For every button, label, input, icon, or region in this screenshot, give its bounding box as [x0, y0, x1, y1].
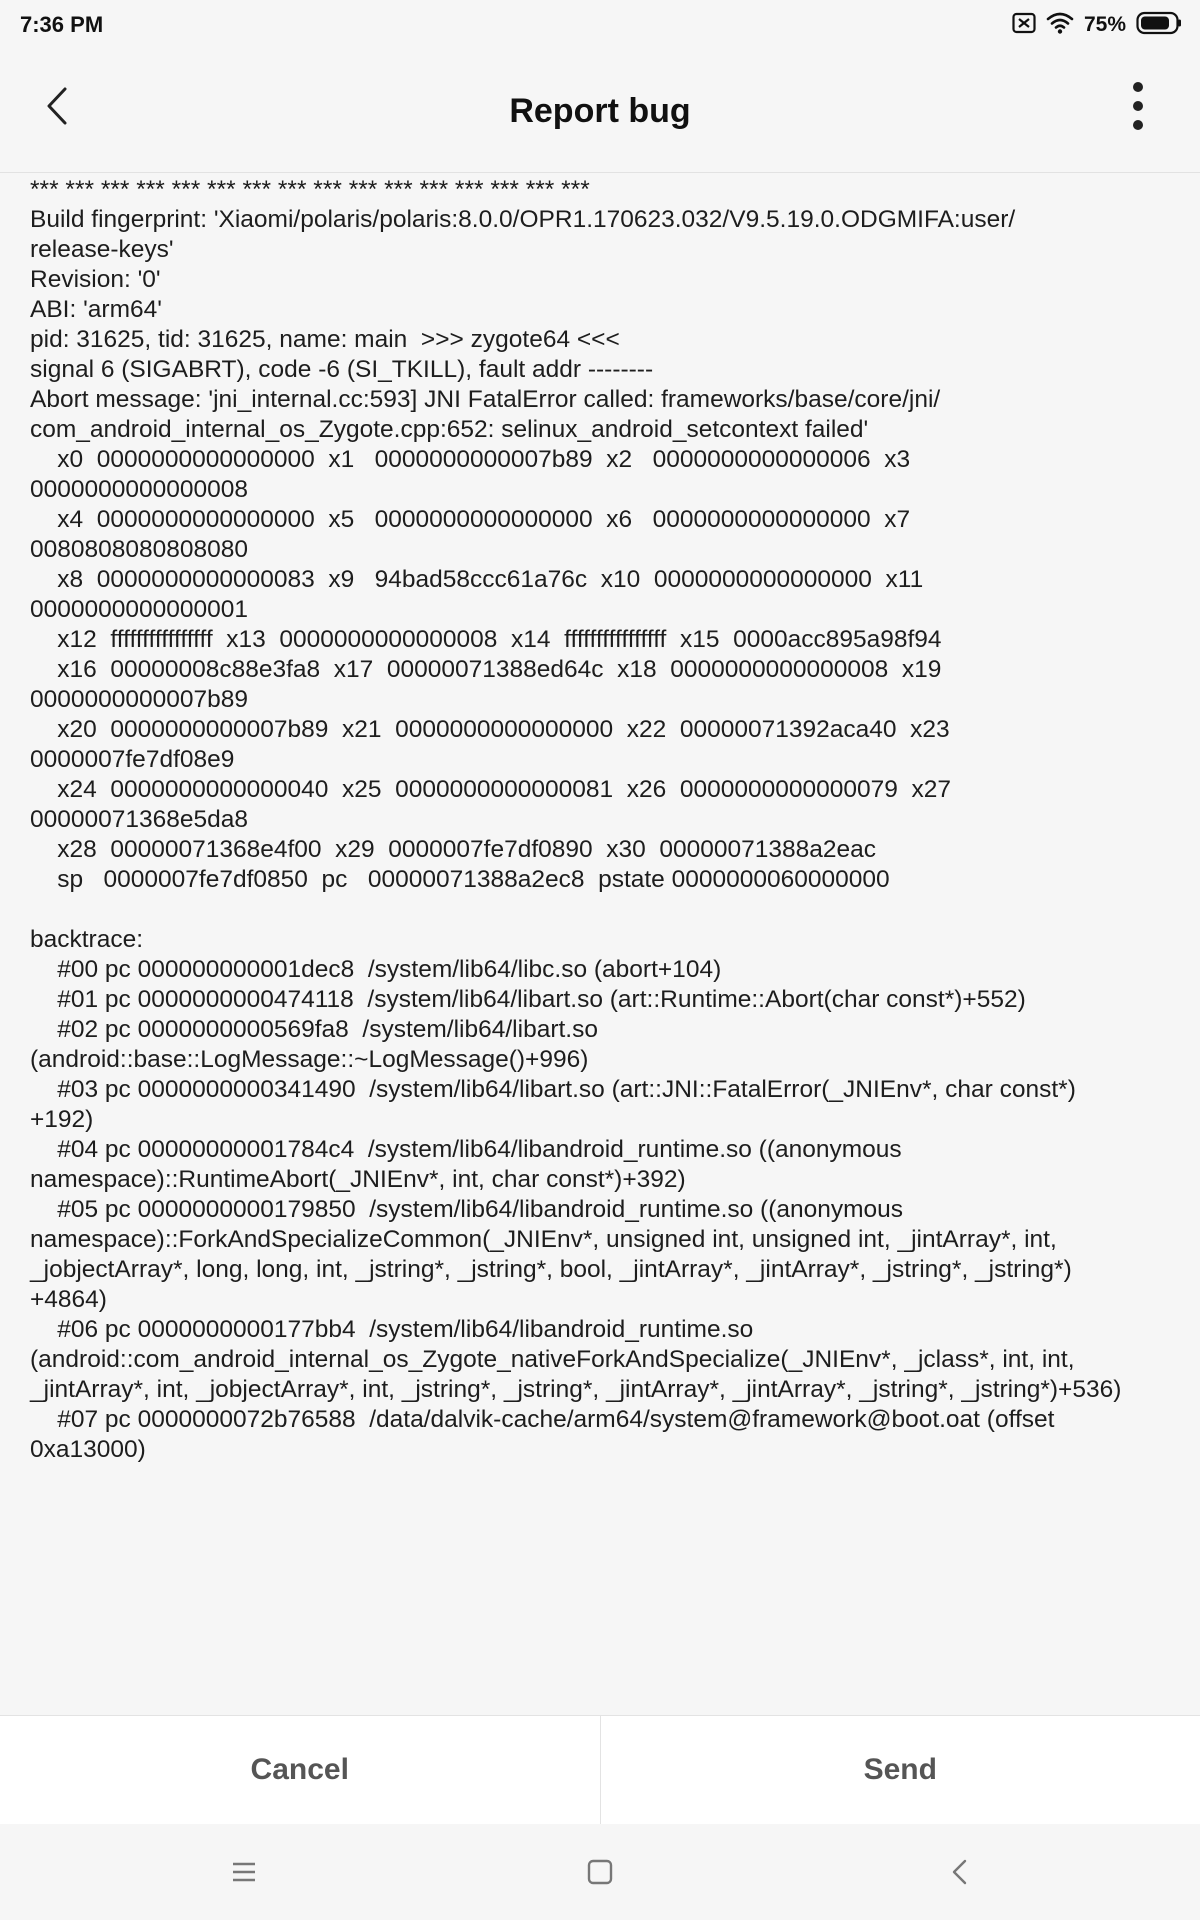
log-line	[30, 895, 1170, 925]
battery-icon	[1136, 11, 1182, 40]
log-line: x0 0000000000000000 x1 0000000000007b89 x2 0000000000000006 x3	[30, 446, 911, 473]
log-line: release-keys'	[30, 236, 174, 263]
log-line: ABI: 'arm64'	[30, 296, 162, 323]
log-line: #06 pc 0000000000177bb4 /system/lib64/libandroid_runtime.so	[30, 1316, 754, 1343]
log-line: Abort message: 'jni_internal.cc:593] JNI FatalError called: frameworks/base/core/jni/	[30, 386, 941, 413]
sim-off-icon	[1012, 12, 1036, 39]
log-line: #04 pc 00000000001784c4 /system/lib64/libandroid_runtime.so ((anonymous	[30, 1136, 902, 1163]
menu-icon	[231, 1861, 257, 1888]
log-line: namespace)::RuntimeAbort(_JNIEnv*, int, char const*)+392)	[30, 1166, 686, 1193]
crash-log-text	[0, 173, 1200, 1465]
log-line: sp 0000007fe7df0850 pc 00000071388a2ec8 pstate 0000000060000000	[30, 866, 890, 893]
log-line: #02 pc 0000000000569fa8 /system/lib64/libart.so	[30, 1016, 598, 1043]
log-line: (android::base::LogMessage::~LogMessage()+996)	[30, 1046, 589, 1073]
log-line: #05 pc 0000000000179850 /system/lib64/libandroid_runtime.so ((anonymous	[30, 1196, 904, 1223]
action-buttons	[0, 1715, 1200, 1825]
log-line: 0000000000000008	[30, 476, 249, 503]
log-line: pid: 31625, tid: 31625, name: main >>> zygote64 <<<	[30, 326, 620, 353]
nav-back-button[interactable]	[930, 1846, 990, 1902]
log-line: x28 00000071368e4f00 x29 0000007fe7df0890 x30 00000071388a2eac	[30, 836, 877, 863]
page-title: Report bug	[509, 92, 691, 130]
status-time: 7:36 PM	[20, 12, 104, 37]
log-line: _jobjectArray*, long, long, int, _jstring*, _jstring*, bool, _jintArray*, _jintArray*, _jstring*, _jstring*)	[30, 1256, 1072, 1283]
status-bar	[0, 0, 1200, 52]
navigation-bar	[0, 1824, 1200, 1920]
log-line: x8 0000000000000083 x9 94bad58ccc61a76c x10 0000000000000000 x11	[30, 566, 924, 593]
wifi-icon	[1046, 12, 1074, 39]
nav-home-button[interactable]	[570, 1846, 630, 1902]
log-line: x24 0000000000000040 x25 0000000000000081 x26 0000000000000079 x27	[30, 776, 951, 803]
log-line: 0000007fe7df08e9	[30, 746, 235, 773]
log-line: 0xa13000)	[30, 1436, 146, 1463]
log-line: backtrace:	[30, 926, 144, 953]
log-line: *** *** *** *** *** *** *** *** *** *** *** *** *** *** *** ***	[30, 176, 590, 203]
log-line: +4864)	[30, 1286, 107, 1313]
log-line: #03 pc 0000000000341490 /system/lib64/libart.so (art::JNI::FatalError(_JNIEnv*, char const*)	[30, 1076, 1076, 1103]
log-line: com_android_internal_os_Zygote.cpp:652: selinux_android_setcontext failed'	[30, 416, 869, 443]
log-line: 0000000000007b89	[30, 686, 249, 713]
log-line: x16 00000008c88e3fa8 x17 00000071388ed64c x18 0000000000000008 x19	[30, 656, 942, 683]
log-line: 0000000000000001	[30, 596, 249, 623]
log-line: #01 pc 0000000000474118 /system/lib64/libart.so (art::Runtime::Abort(char const*)+552)	[30, 986, 1026, 1013]
log-line: 0080808080808080	[30, 536, 249, 563]
log-line: Revision: '0'	[30, 266, 161, 293]
app-bar	[0, 52, 1200, 173]
more-options-button[interactable]	[1106, 76, 1170, 140]
home-icon	[587, 1859, 613, 1890]
more-vert-icon	[1131, 81, 1145, 136]
send-button[interactable]: Send	[863, 1753, 937, 1786]
log-line: 00000071368e5da8	[30, 806, 249, 833]
log-line: x12 ffffffffffffffff x13 0000000000000008 x14 ffffffffffffffff x15 0000acc895a98f94	[30, 626, 942, 653]
log-line: #00 pc 000000000001dec8 /system/lib64/libc.so (abort+104)	[30, 956, 722, 983]
log-line: x20 0000000000007b89 x21 0000000000000000 x22 00000071392aca40 x23	[30, 716, 950, 743]
log-line: +192)	[30, 1106, 94, 1133]
log-line: #07 pc 0000000072b76588 /data/dalvik-cache/arm64/system@framework@boot.oat (offset	[30, 1406, 1055, 1433]
log-line: (android::com_android_internal_os_Zygote_nativeForkAndSpecialize(_JNIEnv*, _jclass*, int, int,	[30, 1346, 1075, 1373]
nav-menu-button[interactable]	[214, 1846, 274, 1902]
log-line: x4 0000000000000000 x5 0000000000000000 x6 0000000000000000 x7	[30, 506, 911, 533]
log-line: Build fingerprint: 'Xiaomi/polaris/polaris:8.0.0/OPR1.170623.032/V9.5.19.0.ODGMIFA:user/	[30, 206, 1016, 233]
log-line: _jintArray*, int, _jobjectArray*, int, _jstring*, _jstring*, _jintArray*, _jintArray*, _jstring*, _jstring*)+536)	[30, 1376, 1122, 1403]
battery-percent: 75%	[1083, 13, 1126, 36]
report-text-area[interactable]	[0, 173, 1200, 1715]
back-icon	[950, 1858, 970, 1891]
log-line: namespace)::ForkAndSpecializeCommon(_JNIEnv*, unsigned int, unsigned int, _jintArray*, int,	[30, 1226, 1057, 1253]
cancel-button[interactable]: Cancel	[250, 1753, 349, 1786]
status-icons	[1012, 10, 1182, 40]
log-line: signal 6 (SIGABRT), code -6 (SI_TKILL), fault addr --------	[30, 356, 654, 383]
